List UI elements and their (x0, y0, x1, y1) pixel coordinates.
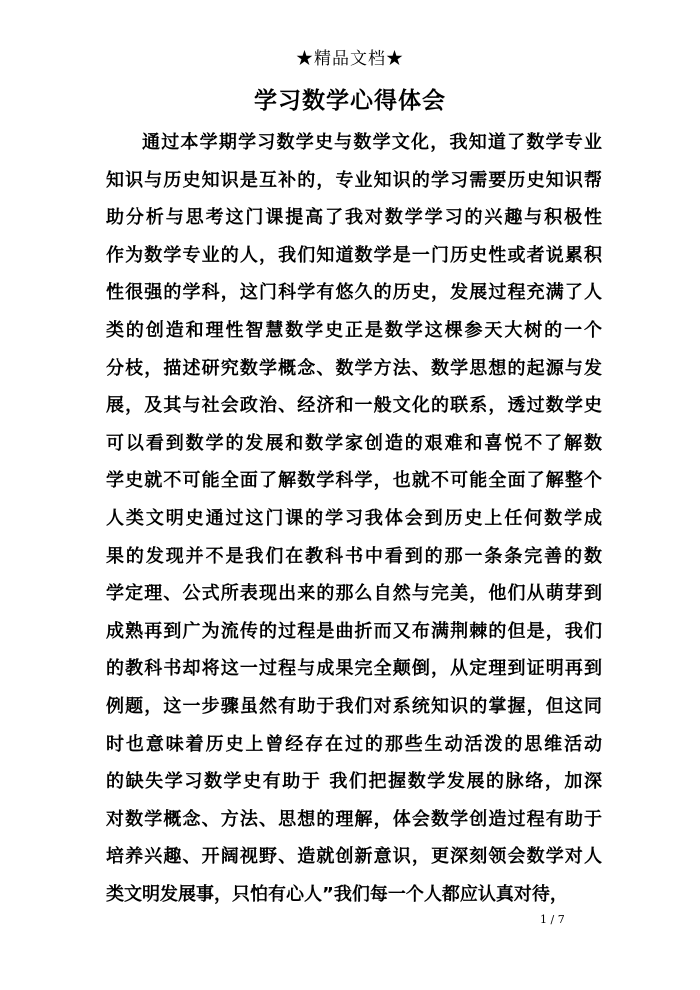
body-line: 分枝，描述研究数学概念、数学方法、数学思想的起源与发 (106, 357, 602, 379)
body-line: 时也意味着历史上曾经存在过的那些生动活泼的思维活动 (106, 733, 602, 755)
body-line: 的教科书却将这一过程与成果完全颠倒，从定理到证明再到 (106, 658, 602, 680)
body-line: 学定理、公式所表现出来的那么自然与完美，他们从萌芽到 (106, 583, 602, 605)
document-body (106, 124, 602, 913)
body-line: 性很强的学科，这门科学有悠久的历史，发展过程充满了人 (106, 282, 602, 304)
body-line: 可以看到数学的发展和数学家创造的艰难和喜悦不了解数 (106, 432, 602, 454)
body-line: 培养兴趣、开阔视野、造就创新意识，更深刻领会数学对人 (106, 846, 602, 868)
body-line: 例题，这一步骤虽然有助于我们对系统知识的掌握，但这同 (106, 695, 602, 717)
body-line: 知识与历史知识是互补的，专业知识的学习需要历史知识帮 (106, 169, 602, 191)
body-line: 类的创造和理性智慧数学史正是数学这棵参天大树的一个 (106, 319, 602, 341)
body-line: 通过本学期学习数学史与数学文化，我知道了数学专业 (142, 132, 602, 153)
body-line: 展，及其与社会政治、经济和一般文化的联系，透过数学史 (106, 395, 602, 417)
body-line: 对数学概念、方法、思想的理解，体会数学创造过程有助于 (106, 808, 602, 830)
document-header: ★精品文档★ (296, 49, 404, 69)
body-line: 果的发现并不是我们在教科书中看到的那一条条完善的数 (106, 545, 602, 567)
body-line: 类文明发展事，只怕有心人”我们每一个人都应认真对待， (106, 883, 568, 905)
body-line: 学史就不可能全面了解数学科学，也就不可能全面了解整个 (106, 470, 602, 492)
body-line: 的缺失学习数学史有助于 我们把握数学发展的脉络，加深 (106, 771, 602, 793)
body-line: 助分析与思考这门课提高了我对数学学习的兴趣与积极性 (106, 207, 602, 229)
page-number: 1 / 7 (540, 913, 565, 926)
body-line: 作为数学专业的人，我们知道数学是一门历史性或者说累积 (106, 244, 602, 266)
body-line: 人类文明史通过这门课的学习我体会到历史上任何数学成 (106, 507, 602, 529)
body-line: 成熟再到广为流传的过程是曲折而又布满荆棘的但是，我们 (106, 620, 602, 642)
document-title: 学习数学心得体会 (254, 88, 446, 114)
